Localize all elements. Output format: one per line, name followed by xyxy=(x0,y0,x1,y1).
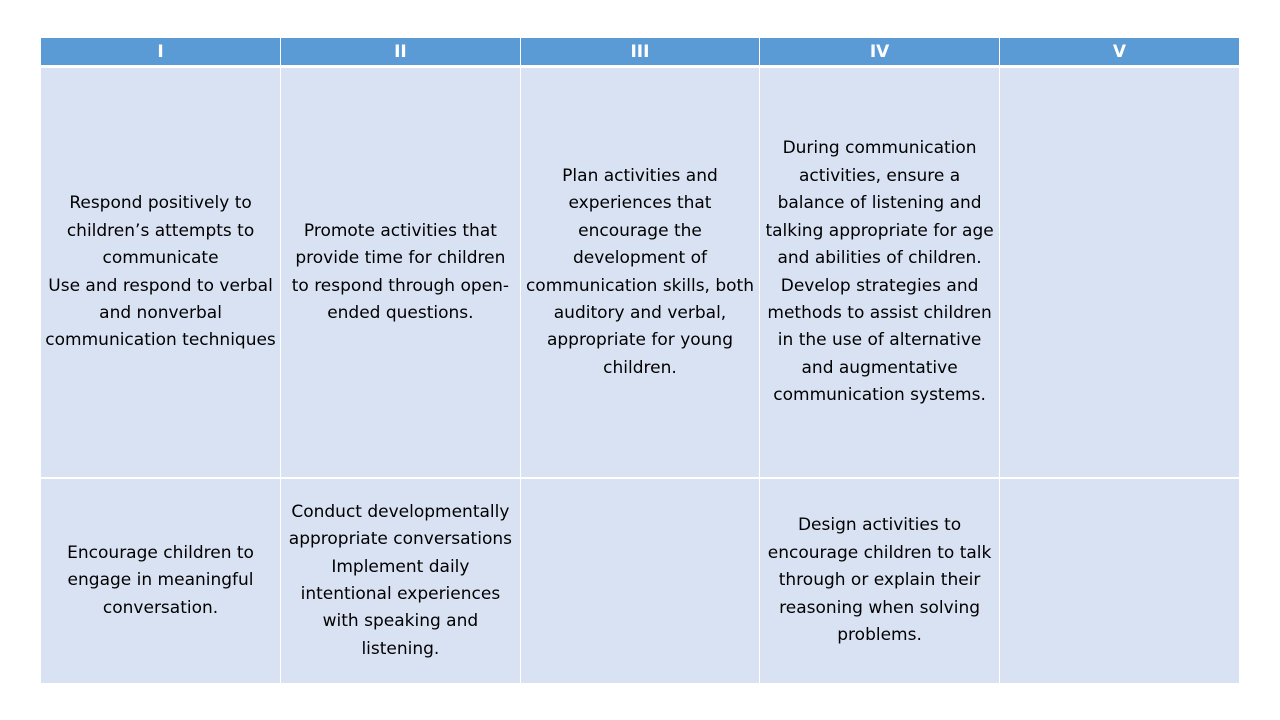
table-cell-empty xyxy=(520,478,760,683)
header-cell-3: III xyxy=(520,38,760,67)
cell-text: Respond positively to children’s attempts to communicate xyxy=(66,193,255,269)
table-cell xyxy=(41,67,281,479)
header-cell-1: I xyxy=(41,38,281,67)
table-row xyxy=(41,67,1239,479)
cell-text: Use and respond to verbal and nonverbal communication techniques xyxy=(45,275,276,351)
cell-text: Plan activities and experiences that encourage the development of communication skills, both auditory and verbal, appropriate for young children. xyxy=(525,165,754,378)
header-cell-4: IV xyxy=(760,38,1000,67)
cell-text: Promote activities that provide time for children to respond through open-ended questions. xyxy=(291,220,510,323)
table-cell xyxy=(520,67,760,479)
table-row xyxy=(41,478,1239,683)
table-cell-empty xyxy=(999,67,1239,479)
header-row xyxy=(41,38,1239,67)
table-cell-empty xyxy=(999,478,1239,683)
competency-table xyxy=(41,38,1239,683)
cell-text: During communication activities, ensure a balance of listening and talking appropriate for age and abilities of children. xyxy=(765,138,994,269)
table-cell xyxy=(41,478,281,683)
cell-text: Conduct developmentally appropriate conversations xyxy=(288,501,512,550)
cell-text: Implement daily intentional experiences with speaking and listening. xyxy=(300,556,501,659)
cell-text: Encourage children to engage in meaningful conversation. xyxy=(67,542,254,618)
cell-text: Develop strategies and methods to assist children in the use of alternative and augmentative communication systems. xyxy=(767,275,992,406)
table-cell xyxy=(281,67,521,479)
table-cell xyxy=(281,478,521,683)
table-cell xyxy=(760,67,1000,479)
header-cell-5: V xyxy=(999,38,1239,67)
cell-text: Design activities to encourage children to talk through or explain their reasoning when solving problems. xyxy=(767,515,992,646)
table-cell xyxy=(760,478,1000,683)
header-cell-2: II xyxy=(281,38,521,67)
